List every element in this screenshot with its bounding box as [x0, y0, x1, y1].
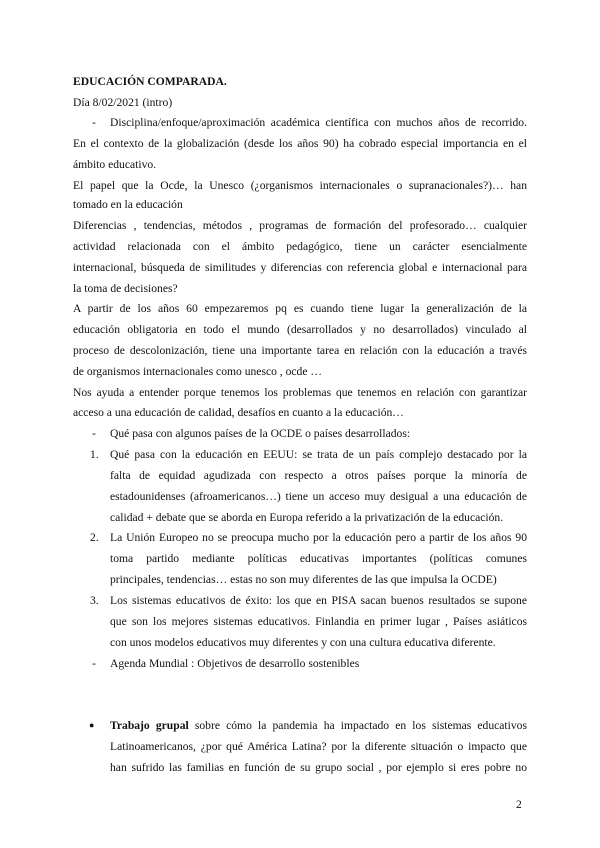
round-bullet: ● — [89, 720, 95, 730]
paragraph-line: internacional, búsqueda de similitudes y diferencias con referencia global e internacional para — [73, 261, 527, 274]
list-number: 3. — [90, 594, 99, 607]
list-item-line: que son los mejores sistemas educativos. Finlandia en primer lugar , Países asiáticos — [110, 615, 527, 628]
paragraph-line: tomado en la educación — [73, 198, 183, 211]
intro-line: Disciplina/enfoque/aproximación académica científica con muchos años de recorrido. — [110, 116, 527, 129]
paragraph-line: acceso a una educación de calidad, desafíos en cuanto a la educación… — [73, 406, 404, 419]
intro-line: ámbito educativo. — [73, 158, 157, 171]
list-item-line: La Unión Europeo no se preocupa mucho por la educación pero a partir de los años 90 — [110, 531, 527, 544]
trabajo-line: han sufrido las familias en función de su grupo social , por ejemplo si eres pobre no — [110, 761, 527, 774]
list-item-line: toma partido mediante políticas educativas importantes (políticas comunes — [110, 552, 527, 565]
dash-bullet: - — [92, 116, 96, 129]
document-title: EDUCACIÓN COMPARADA. — [73, 75, 227, 88]
list-item-line: falta de equidad agudizada con respecto a otros países porque la minoría de — [110, 469, 527, 482]
agenda-line: Agenda Mundial : Objetivos de desarrollo sostenibles — [110, 657, 360, 670]
dash-bullet: - — [92, 427, 96, 440]
list-number: 2. — [90, 531, 99, 544]
paragraph-line: la toma de decisiones? — [73, 282, 178, 295]
paragraph-line: educación obligatoria en todo el mundo (desarrollados y no desarrollados) vinculado al — [73, 323, 527, 336]
trabajo-text: sobre cómo la pandemia ha impactado en los sistemas educativos — [194, 719, 527, 732]
paragraph-line: Nos ayuda a entender porque tenemos los problemas que tenemos en relación con garantizar — [73, 386, 527, 399]
list-item-line: principales, tendencias… estas no son muy diferentes de las que impulsa la OCDE) — [110, 573, 497, 586]
list-item-line: Qué pasa con la educación en EEUU: se trata de un país complejo destacado por la — [110, 448, 527, 461]
paragraph-line: Diferencias , tendencias, métodos , programas de formación del profesorado… cualquier — [73, 219, 527, 232]
list-item-line: con unos modelos educativos muy diferentes y con una cultura educativa diferente. — [110, 636, 496, 649]
paragraph-line: de organismos internacionales como unesco , ocde … — [73, 365, 322, 378]
paragraph-line: actividad relacionada con el ámbito pedagógico, tiene un carácter esencialmente — [73, 240, 527, 253]
list-item-line: calidad + debate que se aborda en Europa referido a la privatización de la educación. — [110, 511, 504, 524]
date-line: Día 8/02/2021 (intro) — [73, 96, 173, 109]
trabajo-line: Latinoamericanos, ¿por qué América Latina? por la diferente situación o impacto que — [110, 740, 527, 753]
paragraph-line: El papel que la Ocde, la Unesco (¿organismos internacionales o supranacionales?)… han — [73, 179, 527, 192]
paragraph-line: A partir de los años 60 empezaremos pq es cuando tiene lugar la generalización de la — [73, 302, 527, 315]
list-number: 1. — [90, 448, 99, 461]
trabajo-bold: Trabajo grupal — [110, 719, 189, 732]
paragraph-line: proceso de descolonización, tiene una importante tarea en relación con la educación a través — [73, 344, 527, 357]
question-line: Qué pasa con algunos países de la OCDE o países desarrollados: — [110, 427, 411, 440]
list-item-line: Los sistemas educativos de éxito: los que en PISA sacan buenos resultados se supone — [110, 594, 527, 607]
dash-bullet: - — [92, 657, 96, 670]
intro-line: En el contexto de la globalización (desde los años 90) ha cobrado especial importancia en el — [73, 137, 527, 150]
list-item-line: estadounidenses (afroamericanos…) tiene un acceso muy desigual a una educación de — [110, 490, 527, 503]
trabajo-line — [110, 718, 527, 733]
page-number: 2 — [516, 798, 522, 811]
